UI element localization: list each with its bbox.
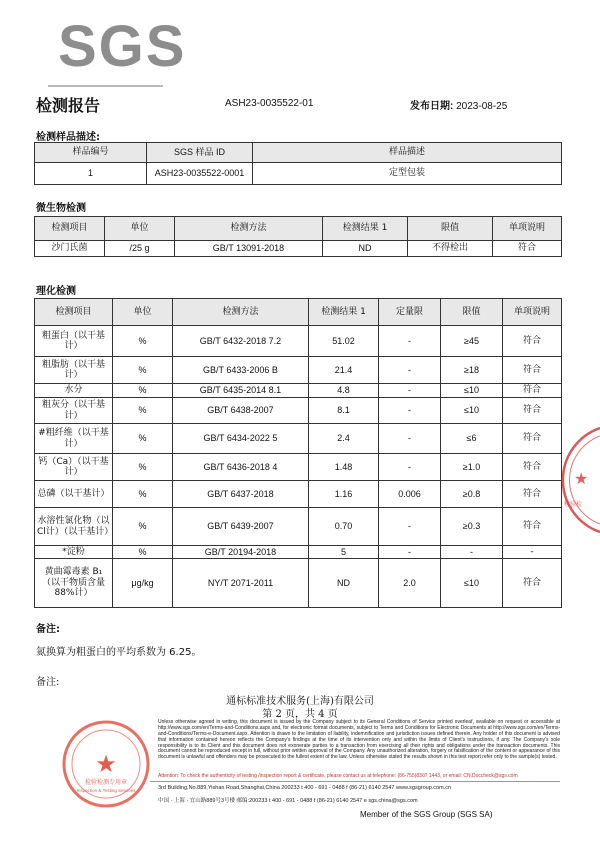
report-number: ASH23-0035522-01 <box>225 98 314 109</box>
table-cell: 符合 <box>503 424 562 454</box>
table-header: 检测方法 <box>175 217 323 241</box>
table-header: 检测项目 <box>35 299 113 326</box>
table-header: 限值 <box>441 299 503 326</box>
table-cell: 定型包装 <box>253 163 562 185</box>
table-cell: 2.4 <box>309 424 379 454</box>
address-chinese: 中国 · 上海 · 宜山路889号3号楼 邮编:200233 t 400 - 691 - 0488 f (86-21) 6140 2547 e sgs.china@sgs.com <box>158 798 418 804</box>
logo-divider <box>48 85 163 87</box>
inspection-seal-fragment <box>552 420 600 540</box>
table-cell: 21.4 <box>309 357 379 384</box>
table-cell: ND <box>309 559 379 608</box>
svg-text:检验检: 检验检 <box>564 501 583 508</box>
table-cell: 1.16 <box>309 481 379 508</box>
table-cell: % <box>113 546 173 559</box>
company-name: 通标标准技术服务(上海)有限公司 <box>226 696 374 707</box>
table-cell: - <box>379 508 441 546</box>
issue-date <box>410 97 507 112</box>
table-row <box>35 357 562 384</box>
table-cell: % <box>113 384 173 398</box>
authenticity-notice: Attention: To check the authenticity of testing /inspection report & certificate, please contact us at telephone: (86-755)8307 1443, or email: CN.Doccheck@sgs.com <box>158 773 518 779</box>
table-cell: 不得检出 <box>408 241 493 257</box>
table-cell: - <box>379 357 441 384</box>
table-cell: 符合 <box>503 398 562 424</box>
address-english: 3rd Building,No.889,Yishan Road,Shanghai,China 200233 t 400 - 691 - 0488 f (86-21) 6140 2547 www.sgsgroup.com.cn <box>158 785 452 791</box>
table-cell: *淀粉 <box>35 546 113 559</box>
issue-date-value: 2023-08-25 <box>456 101 508 112</box>
table-row <box>35 559 562 608</box>
table-cell: 51.02 <box>309 326 379 357</box>
legal-disclaimer: Unless otherwise agreed in writing, this document is issued by the Company subject to its General Conditions of Service printed overleaf, available on request or accessible at http://www.sgs.com/en/Terms-and-Conditions.aspx and, for electronic format documents, subject to Terms and Conditions for Electronic Documents at http://www.sgs.com/en/Terms-and-Conditions/Terms-e-Document.aspx. Attention is drawn to the limitation of liability, indemnification and jurisdiction issues defined therein. Any holder of this document is advised that information contained hereon reflects the Company's findings at the time of its intervention only and within the limits of Client's instructions, if any. The Company's sole responsibility is to its Client and this document does not exonerate parties to a transaction from exercising all their rights and obligations under the transaction documents. This document cannot be reproduced except in full, without prior written approval of the Company. Any unauthorized alteration, forgery or falsification of the content or appearance of this document is unlawful and offenders may be prosecuted to the fullest extent of the law. Unless otherwise stated the results shown in this test report refer only to the sample(s) tested. <box>158 719 560 761</box>
table-cell: - <box>503 546 562 559</box>
table-row <box>35 384 562 398</box>
table-cell: % <box>113 326 173 357</box>
table-cell: 符合 <box>503 454 562 481</box>
table-cell: 2.0 <box>379 559 441 608</box>
table-cell: 8.1 <box>309 398 379 424</box>
notes-title: 备注: <box>36 624 60 635</box>
micro-table <box>34 216 562 257</box>
table-cell: ≤10 <box>441 559 503 608</box>
table-row <box>35 163 562 185</box>
table-header: 检测结果 1 <box>323 217 408 241</box>
page-indicator: 第 2 页，共 4 页 <box>262 709 338 720</box>
table-header: 检测结果 1 <box>309 299 379 326</box>
table-cell: ≤10 <box>441 384 503 398</box>
report-title: 检测报告 <box>36 96 101 115</box>
table-cell: 5 <box>309 546 379 559</box>
chem-section-title: 理化检测 <box>36 286 76 297</box>
table-cell: 水溶性氯化物（以 Cl计）（以干基计） <box>35 508 113 546</box>
table-cell: ≥0.8 <box>441 481 503 508</box>
table-cell: - <box>379 398 441 424</box>
sgs-logo: SGS <box>58 14 187 79</box>
table-cell: 1.48 <box>309 454 379 481</box>
table-cell: GB/T 6437-2018 <box>173 481 309 508</box>
table-cell: - <box>379 424 441 454</box>
table-header: 样品描述 <box>253 143 562 163</box>
table-cell: ≥0.3 <box>441 508 503 546</box>
table-cell: 符合 <box>503 384 562 398</box>
table-cell: ≥1.0 <box>441 454 503 481</box>
table-cell: ≥18 <box>441 357 503 384</box>
micro-section-title: 微生物检测 <box>36 203 86 214</box>
table-row <box>35 398 562 424</box>
table-cell: 粗灰分（以干基计） <box>35 398 113 424</box>
table-cell: GB/T 6432-2018 7.2 <box>173 326 309 357</box>
table-header: 单位 <box>105 217 175 241</box>
table-cell: - <box>441 546 503 559</box>
svg-text:检验检测专用章: 检验检测专用章 <box>84 779 128 786</box>
table-cell: 符合 <box>503 481 562 508</box>
table-cell: % <box>113 481 173 508</box>
table-cell: 符合 <box>503 559 562 608</box>
table-row <box>35 481 562 508</box>
table-cell: GB/T 6436-2018 4 <box>173 454 309 481</box>
table-cell: 4.8 <box>309 384 379 398</box>
table-cell: ND <box>323 241 408 257</box>
table-cell: GB/T 6438-2007 <box>173 398 309 424</box>
member-line: Member of the SGS Group (SGS SA) <box>360 810 493 819</box>
table-cell: % <box>113 508 173 546</box>
svg-text:★: ★ <box>574 469 589 488</box>
table-cell: - <box>379 454 441 481</box>
table-cell: 总磷（以干基计） <box>35 481 113 508</box>
table-cell: % <box>113 424 173 454</box>
table-cell: 粗蛋白（以干基计） <box>35 326 113 357</box>
table-row <box>35 454 562 481</box>
table-cell: GB/T 6433-2006 B <box>173 357 309 384</box>
table-row <box>35 241 562 257</box>
table-row <box>35 546 562 559</box>
table-cell: ≤10 <box>441 398 503 424</box>
table-cell: 粗脂肪（以干基计） <box>35 357 113 384</box>
table-header: SGS 样品 ID <box>147 143 253 163</box>
table-cell: 钙（Ca）（以干基计） <box>35 454 113 481</box>
sample-table <box>34 142 562 185</box>
table-cell: % <box>113 398 173 424</box>
table-cell: /25 g <box>105 241 175 257</box>
table-cell: ≤6 <box>441 424 503 454</box>
table-header: 检测项目 <box>35 217 105 241</box>
table-cell: 符合 <box>503 508 562 546</box>
table-cell: GB/T 6435-2014 8.1 <box>173 384 309 398</box>
table-header: 检测方法 <box>173 299 309 326</box>
table-cell: % <box>113 357 173 384</box>
table-cell: % <box>113 454 173 481</box>
table-header: 单位 <box>113 299 173 326</box>
table-cell: μg/kg <box>113 559 173 608</box>
table-cell: - <box>379 384 441 398</box>
table-cell: 0.70 <box>309 508 379 546</box>
issue-date-label: 发布日期: <box>410 101 454 112</box>
company-seal <box>60 718 152 810</box>
table-cell: GB/T 6439-2007 <box>173 508 309 546</box>
table-cell: 水分 <box>35 384 113 398</box>
table-cell: 符合 <box>503 326 562 357</box>
table-cell: 1 <box>35 163 147 185</box>
footer-divider <box>150 781 560 782</box>
notes-text-2: 备注: <box>36 677 60 688</box>
sample-section-title: 检测样品描述: <box>36 132 100 143</box>
table-header: 单项说明 <box>503 299 562 326</box>
table-row <box>35 508 562 546</box>
table-header: 限值 <box>408 217 493 241</box>
table-cell: GB/T 6434-2022 5 <box>173 424 309 454</box>
table-header: 样品编号 <box>35 143 147 163</box>
table-cell: 0.006 <box>379 481 441 508</box>
table-cell: ≥45 <box>441 326 503 357</box>
table-cell: 黄曲霉毒素 B₁（以干物质含量 88%计） <box>35 559 113 608</box>
table-header: 单项说明 <box>493 217 562 241</box>
table-cell: - <box>379 326 441 357</box>
table-cell: - <box>379 546 441 559</box>
table-cell: #粗纤维（以干基计） <box>35 424 113 454</box>
table-cell: GB/T 20194-2018 <box>173 546 309 559</box>
svg-text:Inspection & Testing Services: Inspection & Testing Services <box>76 788 136 793</box>
svg-text:★: ★ <box>95 750 117 778</box>
table-cell: NY/T 2071-2011 <box>173 559 309 608</box>
table-cell: 符合 <box>493 241 562 257</box>
table-cell: ASH23-0035522-0001 <box>147 163 253 185</box>
table-row <box>35 326 562 357</box>
table-cell: 沙门氏菌 <box>35 241 105 257</box>
table-row <box>35 424 562 454</box>
chem-table <box>34 298 562 608</box>
table-cell: GB/T 13091-2018 <box>175 241 323 257</box>
notes-text: 氮换算为粗蛋白的平均系数为 6.25。 <box>36 647 202 658</box>
table-cell: 符合 <box>503 357 562 384</box>
table-header: 定量限 <box>379 299 441 326</box>
